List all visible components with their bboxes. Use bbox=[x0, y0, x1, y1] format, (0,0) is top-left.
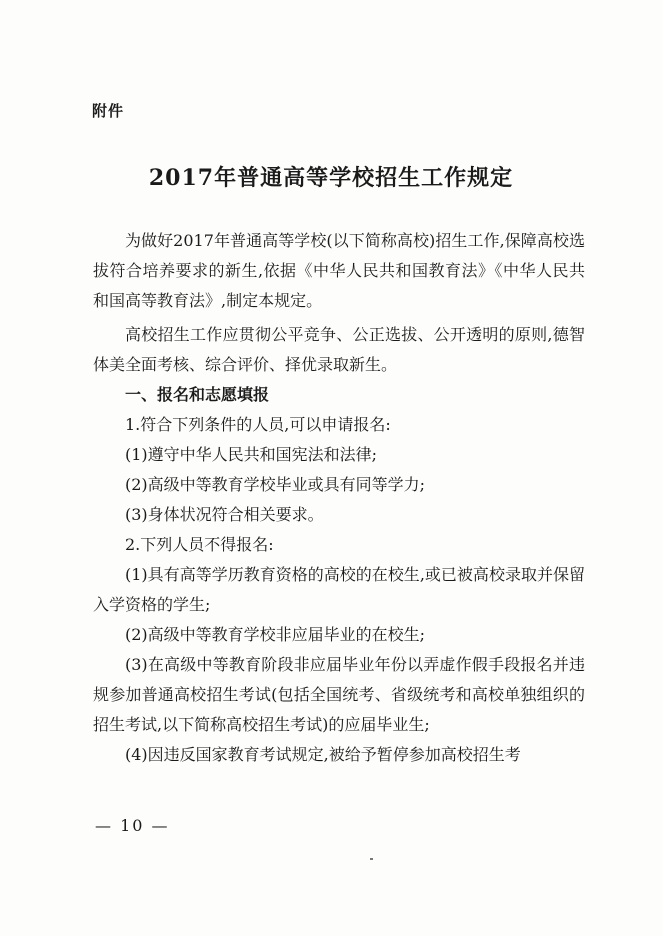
list-item: 1.符合下列条件的人员,可以申请报名: bbox=[125, 415, 391, 434]
paragraph-principles: 高校招生工作应贯彻公平竞争、公正选拔、公开透明的原则,德智体美全面考核、综合评价、择优录取新生。 bbox=[93, 325, 585, 374]
document-body bbox=[93, 226, 585, 770]
page-number: — 10 — bbox=[95, 816, 170, 835]
list-item: (3)身体状况符合相关要求。 bbox=[125, 505, 324, 524]
list-item: 2.下列人员不得报名: bbox=[125, 535, 274, 554]
scan-speck bbox=[370, 858, 373, 860]
section-heading: 一、报名和志愿填报 bbox=[125, 385, 270, 404]
attachment-label: 附件 bbox=[92, 102, 125, 120]
list-item: (4)因违反国家教育考试规定,被给予暂停参加高校招生考 bbox=[125, 745, 521, 764]
document-title: 2017年普通高等学校招生工作规定 bbox=[148, 165, 514, 191]
list-item: (1)遵守中华人民共和国宪法和法律; bbox=[125, 445, 378, 464]
list-item: (3)在高级中等教育阶段非应届毕业年份以弄虚作假手段报名并违规参加普通高校招生考试(包括全国统考、省级统考和高校单独组织的招生考试,以下简称高校招生考试)的应届毕业生; bbox=[93, 655, 585, 734]
list-item: (2)高级中等教育学校毕业或具有同等学力; bbox=[125, 475, 426, 494]
list-item: (1)具有高等学历教育资格的高校的在校生,或已被高校录取并保留入学资格的学生; bbox=[93, 565, 585, 614]
list-item: (2)高级中等教育学校非应届毕业的在校生; bbox=[125, 625, 426, 644]
paragraph-intro: 为做好2017年普通高等学校(以下简称高校)招生工作,保障高校选拔符合培养要求的新生,依据《中华人民共和国教育法》《中华人民共和国高等教育法》,制定本规定。 bbox=[93, 231, 585, 310]
